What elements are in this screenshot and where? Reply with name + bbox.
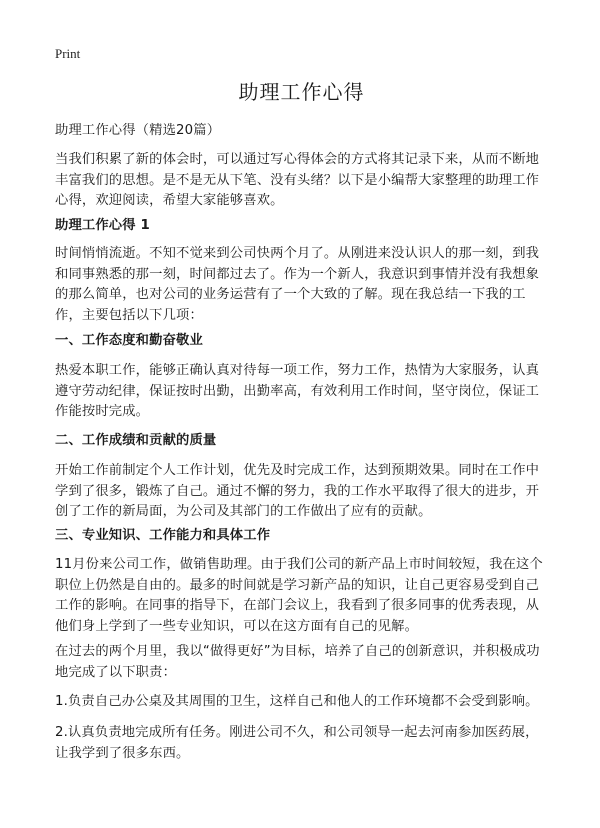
list-item-1: 1.负责自己办公桌及其周围的卫生，这样自己和他人的工作环境都不会受到影响。 — [55, 694, 539, 709]
article-heading: 助理工作心得 1 — [55, 218, 150, 233]
section-2-text: 开始工作前制定个人工作计划，优先及时完成工作，达到预期效果。同时在工作中学到了很多，锻炼了自己。通过不懈的努力，我的工作水平取得了很大的进步，开创了工作的新局面，为公司及其部门的工作做出了应有的贡献。 — [55, 463, 540, 519]
document-subtitle: 助理工作心得（精选20篇） — [55, 123, 221, 138]
section-3-text: 11月份来公司工作，做销售助理。由于我们公司的新产品上市时间较短，我在这个职位上仍然是自由的。最多的时间就是学习新产品的知识，让自己更容易受到自己工作的影响。在同事的指导下，在部门会议上，我看到了很多同事的优秀表现，从他们身上学到了一些专业知识，可以在这方面有自己的见解。 — [55, 557, 543, 634]
print-link[interactable]: Print — [55, 46, 81, 61]
section-1-heading: 一、工作态度和勤奋敬业 — [55, 333, 203, 348]
duties-paragraph: 在过去的两个月里，我以“做得更好”为目标，培养了自己的创新意识，并积极成功地完成了以下职责： — [55, 644, 540, 680]
intro-paragraph: 当我们积累了新的体会时，可以通过写心得体会的方式将其记录下来，从而不断地丰富我们的思想。是不是无从下笔、没有头绪？以下是小编帮大家整理的助理工作心得，欢迎阅读，希望大家能够喜欢。 — [55, 152, 540, 208]
page-title: 助理工作心得 — [238, 80, 365, 104]
section-2-heading: 二、工作成绩和贡献的质量 — [55, 433, 217, 448]
list-item-2: 2.认真负责地完成所有任务。刚进公司不久，和公司领导一起去河南参加医药展，让我学到了很多东西。 — [55, 725, 539, 761]
body-paragraph-1: 时间悄悄流逝。不知不觉来到公司快两个月了。从刚进来没认识人的那一刻，到我和同事熟悉的那一刻，时间都过去了。作为一个新人，我意识到事情并没有我想象的那么简单，也对公司的业务运营有了一个大致的了解。现在我总结一下我的工作，主要包括以下几项： — [55, 246, 540, 323]
section-1-text: 热爱本职工作，能够正确认真对待每一项工作，努力工作，热情为大家服务，认真遵守劳动纪律，保证按时出勤，出勤率高，有效利用工作时间，坚守岗位，保证工作能按时完成。 — [55, 363, 540, 419]
section-3-heading: 三、专业知识、工作能力和具体工作 — [55, 528, 271, 543]
